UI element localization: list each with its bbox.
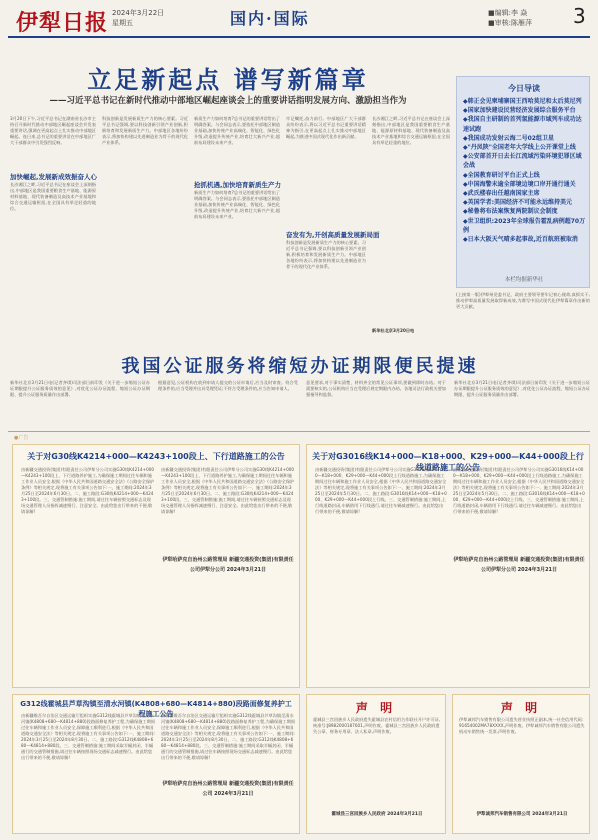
lead-body-4: 新质生产力如何培育?总书记的重要讲话给出了明确答案。与会同志表示,要依托中部地区制造业基础,加快传统产业高端化、智能化、绿色化升级,改造提升传统产业,培育壮大新兴产业,超前布局建设未来产业。 bbox=[194, 116, 280, 145]
declaration-title: 声 明 bbox=[355, 701, 397, 715]
continued-text: (上接第一版)伊犁州党委书记、政府主要领导要牢记初心使命,真抓实干,推动伊犁高质量发展取得新成效,为谱写中国式现代化伊犁篇章作出新的更大贡献。 bbox=[456, 292, 590, 309]
reviewer-line: ■审核:陈雁萍 bbox=[488, 19, 532, 27]
declaration-signature: 霍城县三宫回族乡人民政府 2024年3月21日 bbox=[331, 812, 423, 817]
issue-date bbox=[112, 8, 164, 28]
notice-box-g3016 bbox=[306, 444, 590, 688]
notice-body: 由新疆交通投资(集团)有限责任公司伊犁分公司实施G3016线K14+000—K18+000、K29+000—K44+000段上行线道路施工,为确保施工期间过往车辆和施工作业人员安全,根据《中华人民共和国道路交通安全法》等相关规定,现将施工有关事项公告如下:一、施工期间:2024年3月25日至2024年5月30日。二、施工路段:G3016线K14+000—K18+000、K29+000—K44+000段上行线。三、交通管制措施:施工期间,上行线道路封闭,车辆借用下行线通行,请过往车辆减速慢行。由此给您出行带来的不便,敬请谅解! bbox=[315, 467, 447, 514]
editor-line: ■编辑:李 焱 bbox=[488, 9, 528, 17]
declaration-title: 声 明 bbox=[500, 701, 542, 715]
ad-divider bbox=[8, 431, 590, 432]
guide-item[interactable]: ◆英国学者:美国经济不可能永远维持美元 bbox=[463, 199, 573, 207]
guide-item[interactable]: ◆我国自主研制的首列氢能源市域列车成功达速试跑 bbox=[463, 116, 582, 133]
lead-body-3: 科技创新是发展新质生产力的核心要素。习近平总书记强调,要以科技创新引领产业创新,积极培育和发展新质生产力。中部地区各地纷纷表示,将加快构建以先进制造业为骨干的现代化产业体系。 bbox=[102, 116, 188, 145]
guide-item[interactable]: ◆"丹凤陕"全国老年大学线上公开课堂上线 bbox=[463, 144, 576, 152]
newspaper-logo: 伊犁日报 bbox=[16, 10, 109, 36]
lead-col-heading-2: 抢抓机遇,加快培育新质生产力 bbox=[194, 181, 281, 189]
guide-item[interactable]: ◆韩正会见柬埔寨国王西哈莫尼和太后莫尼列 bbox=[463, 98, 582, 105]
notice-body-cont: 由新疆交通投资(集团)有限责任公司伊犁分公司实施G30线K4214+000—K4243+100段上、下行道路养护施工,为确保施工期间过往车辆和施工作业人员安全,根据《中华人民共和国道路交通安全法》《公路安全保护条例》等相关规定,现将施工有关事项公告如下:一、施工期间:2024年3月25日至2024年6月30日。二、施工路段:G30线K4214+000—K4243+100段。三、交通管制措施:施工期间,请过往车辆按照交通标志及现场交通管理人员指挥减速慢行、注意安全。由此给您出行带来的不便,敬请谅解! bbox=[161, 467, 295, 514]
masthead-rule bbox=[8, 36, 590, 38]
guide-item[interactable]: ◆全国教育研讨平台正式上线 bbox=[463, 171, 540, 179]
lead-credit: 新华社北京3月20日电 bbox=[372, 328, 415, 333]
notice-body-cont: 由新疆维吾尔自治区交通运输厅组织实施G312线霍城县芦草沟镇至清水河镇(K4808+680—K4814+880)段路面修复养护工程,为确保施工期间过往车辆和施工作业人员安全,保障施工顺利进行,根据《中华人民共和国道路交通安全法》等相关规定,现将施工有关事项公告如下:一、施工期间:2024年3月25日至2024年8月30日。二、施工路段:G312线K4808+680—K4814+880段。三、交通管制措施:施工期间采取半幅封闭、半幅通行的交通管制措施,请过往车辆按照现场交通标志减速慢行。由此给您出行带来的不便,敬请谅解! bbox=[161, 713, 295, 760]
notice-body: 由新疆交通投资(集团)有限责任公司伊犁分公司实施G30线K4214+000—K4243+100段上、下行道路养护施工,为确保施工期间过往车辆和施工作业人员安全,根据《中华人民共和国道路交通安全法》《公路安全保护条例》等相关规定,现将施工有关事项公告如下:一、施工期间:2024年3月25日至2024年6月30日。二、施工路段:G30线K4214+000—K4243+100段。三、交通管制措施:施工期间,请过往车辆按照交通标志及现场交通管理人员指挥减速慢行、注意安全。由此给您出行带来的不便,敬请谅解! bbox=[21, 467, 155, 514]
lead-body-5b: 科技创新是发展新质生产力的核心要素。习近平总书记强调,要以科技创新引领产业创新,积极培育和发展新质生产力。中部地区各地纷纷表示,将加快构建以先进制造业为骨干的现代化产业体系。 bbox=[286, 240, 366, 269]
notice-title: 关于对G3016线K14+000—K18+000、K29+000—K44+000段上行线道路施工的公告 bbox=[312, 452, 584, 472]
guide-item[interactable]: ◆中国海警未逾全部境边境口岸开通行通关 bbox=[463, 180, 576, 188]
guide-item[interactable]: ◆公安部首开日去长江流域污染环境犯罪区域会战 bbox=[463, 153, 582, 170]
notice-body-cont: 由新疆交通投资(集团)有限责任公司伊犁分公司实施G3016线K14+000—K18+000、K29+000—K44+000段上行线道路施工,为确保施工期间过往车辆和施工作业人员安全,根据《中华人民共和国道路交通安全法》等相关规定,现将施工有关事项公告如下:一、施工期间:2024年3月25日至2024年5月30日。二、施工路段:G3016线K14+000—K18+000、K29+000—K44+000段上行线。三、交通管制措施:施工期间,上行线道路封闭,车辆借用下行线通行,请过往车辆减速慢行。由此给您出行带来的不便,敬请谅解! bbox=[453, 467, 585, 514]
second-body-1: 新华社北京3月21日电(记者齐琪)司法部日前印发《关于进一步缩短公证办证期限提升公证服务质效的意见》,对优化公证办证流程、缩短公证办证期限、提升公证服务质量作出部署。 bbox=[10, 380, 150, 397]
second-body-2: 根据意见,公证机构在收到申请人提交的公证申请后,应当及时审查。符合受理条件的,应当受理并出具受理凭证;不符合受理条件的,应当告知申请人。 bbox=[158, 380, 298, 391]
declaration-body: 霍城县三宫回族乡人民政府遗失霍城县农村信用合作联社开户许可证,核准号:J8982000187601,声明作废。霍城县三宫回族乡人民政府遗失公章、财务专用章、法人私章,声明作废。 bbox=[313, 717, 440, 734]
notice-box-g312 bbox=[12, 694, 300, 834]
editor-info bbox=[488, 8, 532, 28]
notice-signature: 伊犁哈萨克自治州公路管理局 新疆交通投资(集团)有限责任公司伊犁分公司 2024年3月21日 bbox=[162, 557, 294, 573]
declaration-body: 伊犁诚邦汽车销售有限公司遗失营业执照正副本,统一社会信用代码:91654002MA78XXXX,声明作废。伊犁诚邦汽车销售有限公司遗失机动车销售统一发票,声明作废。 bbox=[459, 717, 585, 734]
lead-body-5: 牢记嘱托,奋力前行。中部地区广大干部群众纷纷表示,将以习近平总书记重要讲话精神为指引,在更高起点上扎实推动中部地区崛起,为推进中国式现代化作出新贡献。 bbox=[286, 116, 366, 139]
today-guide-list bbox=[463, 97, 587, 244]
notice-signature: 伊犁哈萨克自治州公路管理局 新疆交通投资(集团)有限责任公司伊犁分公司 2024年3月21日 bbox=[453, 557, 585, 573]
masthead bbox=[0, 0, 598, 44]
lead-col-heading-1: 加快崛起,发展新成效振奋人心 bbox=[10, 173, 97, 181]
guide-item[interactable]: ◆我国成功发射云海二号02组卫星 bbox=[463, 134, 554, 142]
guide-item[interactable]: ◆日本大阪天气晴多起事故,近百航班被取消 bbox=[463, 236, 578, 244]
second-body-3: 意见要求,对于事实清楚、材料齐全的常见公证事项,要做到即时办结。对于需要核实的,公证机构应当在受理后规定期限内办结。各地司法行政机关要加强指导和监督。 bbox=[306, 380, 446, 397]
notice-title: G312线霍城县芦草沟镇至清水河镇(K4808+680—K4814+880)段路面修复养护工程施工公告 bbox=[20, 700, 292, 718]
notice-box-g30 bbox=[12, 444, 300, 688]
today-guide-title: 今日导读 bbox=[508, 84, 540, 93]
guide-item[interactable]: ◆国家加快建设民营经济发展综合服务平台 bbox=[463, 107, 576, 115]
ad-label: ●广告 bbox=[14, 435, 29, 441]
notice-signature: 伊犁哈萨克自治州公路管理局 新疆交通投资(集团)有限责任公司 2024年3月21日 bbox=[162, 781, 294, 797]
guide-item[interactable]: ◆武氏楼春出任越南国家主席 bbox=[463, 190, 540, 198]
lead-col-heading-3: 奋发有为,开创高质量发展新局面 bbox=[286, 231, 380, 239]
lead-body-1: 3月20日下午,习近平总书记在湖南省长沙市主持召开新时代推动中部地区崛起座谈会并发表重要讲话,强调在更高起点上扎实推动中部地区崛起。连日来,总书记的重要讲话在中部地区广大干部群众中引发强烈反响。 bbox=[10, 116, 96, 145]
lead-body-2: 长沙湘江之畔,习近平总书记在座谈会上深刻指出,中部地区是我国重要粮食生产基地、能源原材料基地、现代装备制造及高技术产业基地和综合交通运输枢纽,在全国具有举足轻重的地位。 bbox=[10, 182, 96, 211]
declaration-box-1 bbox=[306, 694, 446, 834]
section-title: 国内·国际 bbox=[230, 9, 310, 28]
today-guide-credit: 本栏均据新华社 bbox=[504, 277, 544, 283]
notice-body: 由新疆维吾尔自治区交通运输厅组织实施G312线霍城县芦草沟镇至清水河镇(K4808+680—K4814+880)段路面修复养护工程,为确保施工期间过往车辆和施工作业人员安全,保障施工顺利进行,根据《中华人民共和国道路交通安全法》等相关规定,现将施工有关事项公告如下:一、施工期间:2024年3月25日至2024年8月30日。二、施工路段:G312线K4808+680—K4814+880段。三、交通管制措施:施工期间采取半幅封闭、半幅通行的交通管制措施,请过往车辆按照现场交通标志减速慢行。由此给您出行带来的不便,敬请谅解! bbox=[21, 713, 155, 760]
lead-body-4b: 新质生产力如何培育?总书记的重要讲话给出了明确答案。与会同志表示,要依托中部地区制造业基础,加快传统产业高端化、智能化、绿色化升级,改造提升传统产业,培育壮大新兴产业,超前布局建设未来产业。 bbox=[194, 190, 280, 219]
declaration-signature: 伊犁诚邦汽车销售有限公司 2024年3月21日 bbox=[476, 812, 568, 817]
second-body-4: 新华社北京3月21日电(记者齐琪)司法部日前印发《关于进一步缩短公证办证期限提升公证服务质效的意见》,对优化公证办证流程、缩短公证办证期限、提升公证服务质量作出部署。 bbox=[454, 380, 590, 397]
guide-item[interactable]: ◆秘鲁将布法案恢复两院制议会制度 bbox=[463, 208, 558, 216]
second-headline: 我国公证服务将缩短办证期限便民提速 bbox=[121, 356, 479, 377]
lead-subhead: ——习近平总书记在新时代推动中部地区崛起座谈会上的重要讲话指明发展方向、激励担当作为 bbox=[49, 96, 407, 106]
today-guide-sidebar bbox=[456, 76, 590, 288]
declaration-box-2 bbox=[452, 694, 590, 834]
notice-title: 关于对G30线K4214+000—K4243+100段上、下行道路施工的公告 bbox=[27, 452, 285, 461]
guide-item[interactable]: ◆世卫组织:2023年全球报告霍乱病例超70万例 bbox=[463, 217, 586, 234]
page-number: 3 bbox=[573, 4, 586, 28]
lead-body-6: 长沙湘江之畔,习近平总书记在座谈会上深刻指出,中部地区是我国重要粮食生产基地、能源原材料基地、现代装备制造及高技术产业基地和综合交通运输枢纽,在全国具有举足轻重的地位。 bbox=[372, 116, 450, 145]
issue-weekday: 星期五 bbox=[112, 19, 133, 27]
lead-headline: 立足新起点 谱写新篇章 bbox=[87, 65, 369, 94]
issue-date-line: 2024年3月22日 bbox=[112, 9, 165, 17]
